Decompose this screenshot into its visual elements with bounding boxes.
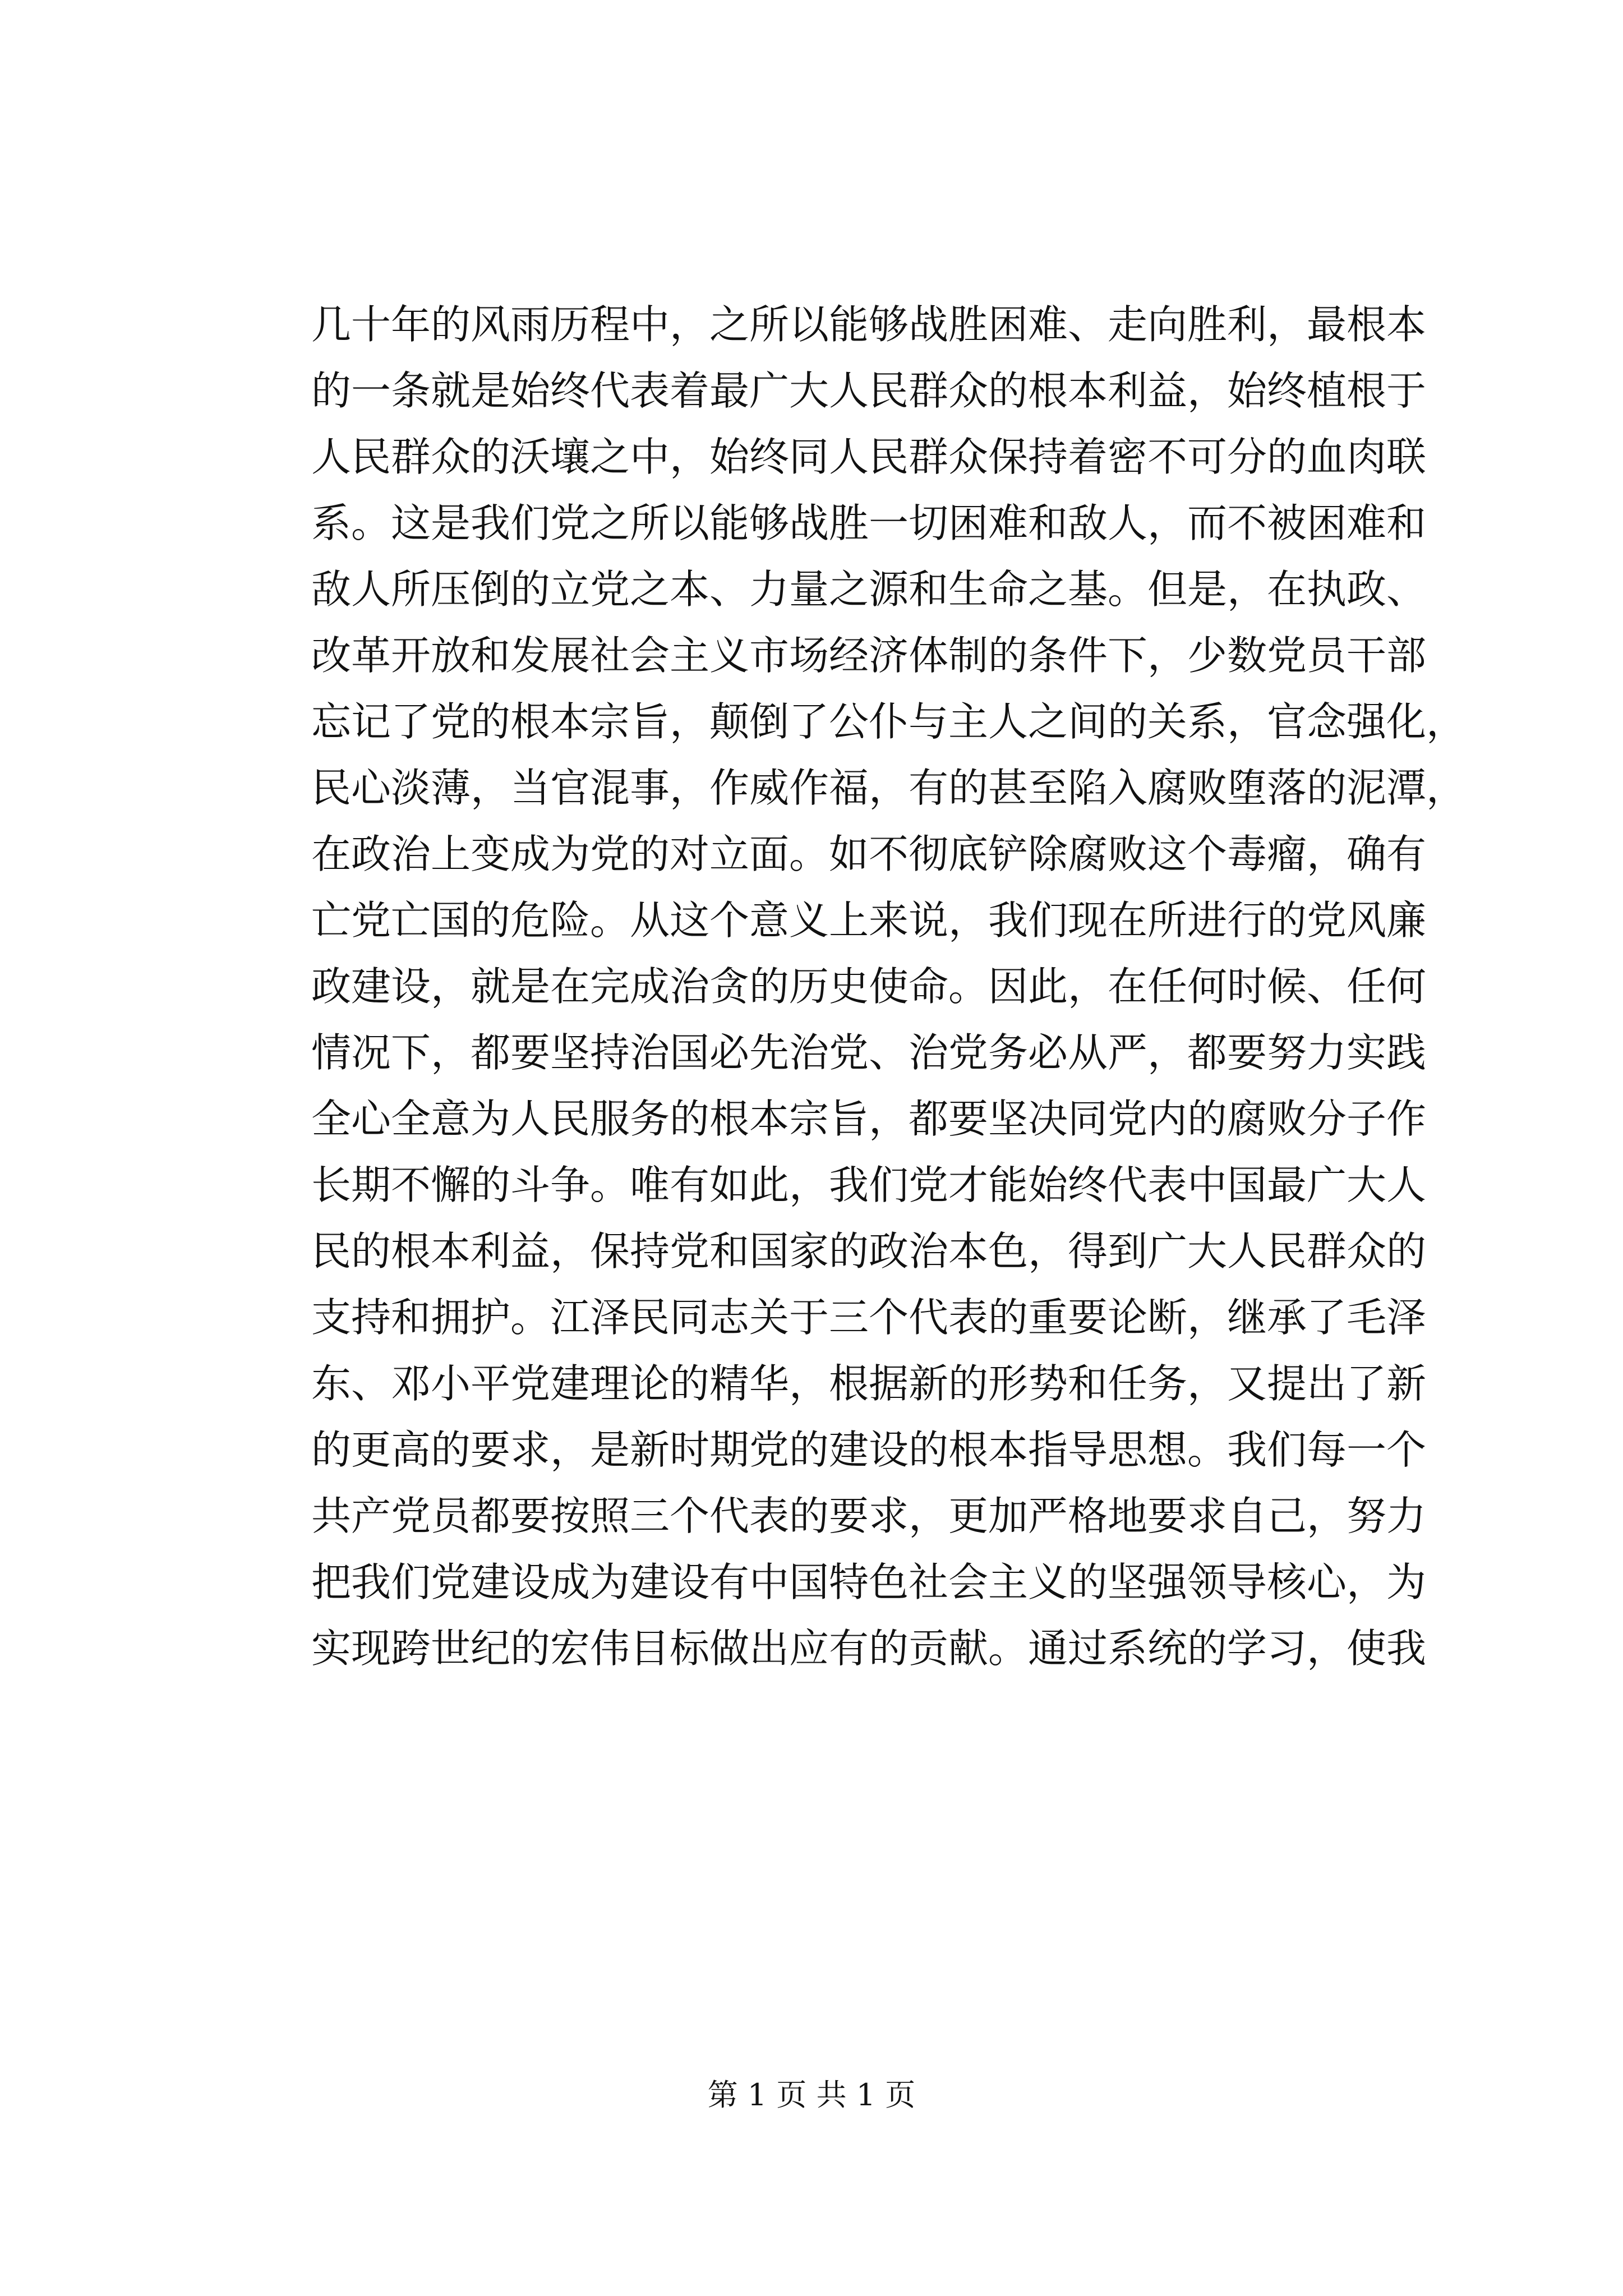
text-line: 忘记了党的根本宗旨，颠倒了公仆与主人之间的关系，官念强化， xyxy=(311,698,1467,745)
text-line: 的一条就是始终代表着最广大人民群众的根本利益，始终植根于 xyxy=(311,367,1427,414)
text-line: 亡党亡国的危险。从这个意义上来说，我们现在所进行的党风廉 xyxy=(311,897,1427,944)
body-text xyxy=(311,292,1467,1682)
text-line: 全心全意为人民服务的根本宗旨，都要坚决同党内的腐败分子作 xyxy=(311,1096,1427,1142)
text-line: 在政治上变成为党的对立面。如不彻底铲除腐败这个毒瘤，确有 xyxy=(311,831,1427,877)
text-line: 长期不懈的斗争。唯有如此，我们党才能始终代表中国最广大人 xyxy=(311,1162,1427,1208)
text-line: 敌人所压倒的立党之本、力量之源和生命之基。但是，在执政、 xyxy=(311,566,1427,613)
text-line: 改革开放和发展社会主义市场经济体制的条件下，少数党员干部 xyxy=(311,632,1427,679)
text-line: 把我们党建设成为建设有中国特色社会主义的坚强领导核心，为 xyxy=(311,1559,1427,1605)
text-line: 民的根本利益，保持党和国家的政治本色，得到广大人民群众的 xyxy=(311,1228,1427,1274)
page-footer: 第 1 页 共 1 页 xyxy=(707,2077,916,2113)
text-line: 几十年的风雨历程中，之所以能够战胜困难、走向胜利，最根本 xyxy=(311,301,1427,348)
text-line: 支持和拥护。江泽民同志关于三个代表的重要论断，继承了毛泽 xyxy=(311,1294,1427,1341)
text-line: 共产党员都要按照三个代表的要求，更加严格地要求自己，努力 xyxy=(311,1493,1427,1539)
text-line: 民心淡薄，当官混事，作威作福，有的甚至陷入腐败堕落的泥潭， xyxy=(311,765,1467,811)
text-line: 政建设，就是在完成治贪的历史使命。因此，在任何时候、任何 xyxy=(311,963,1427,1010)
text-line: 系。这是我们党之所以能够战胜一切困难和敌人，而不被困难和 xyxy=(311,500,1427,546)
text-line: 人民群众的沃壤之中，始终同人民群众保持着密不可分的血肉联 xyxy=(311,434,1427,480)
text-line: 情况下，都要坚持治国必先治党、治党务必从严，都要努力实践 xyxy=(311,1029,1427,1076)
text-line: 实现跨世纪的宏伟目标做出应有的贡献。通过系统的学习，使我 xyxy=(311,1625,1427,1672)
text-line: 的更高的要求，是新时期党的建设的根本指导思想。我们每一个 xyxy=(311,1427,1427,1473)
text-line: 东、邓小平党建理论的精华，根据新的形势和任务，又提出了新 xyxy=(311,1360,1427,1407)
